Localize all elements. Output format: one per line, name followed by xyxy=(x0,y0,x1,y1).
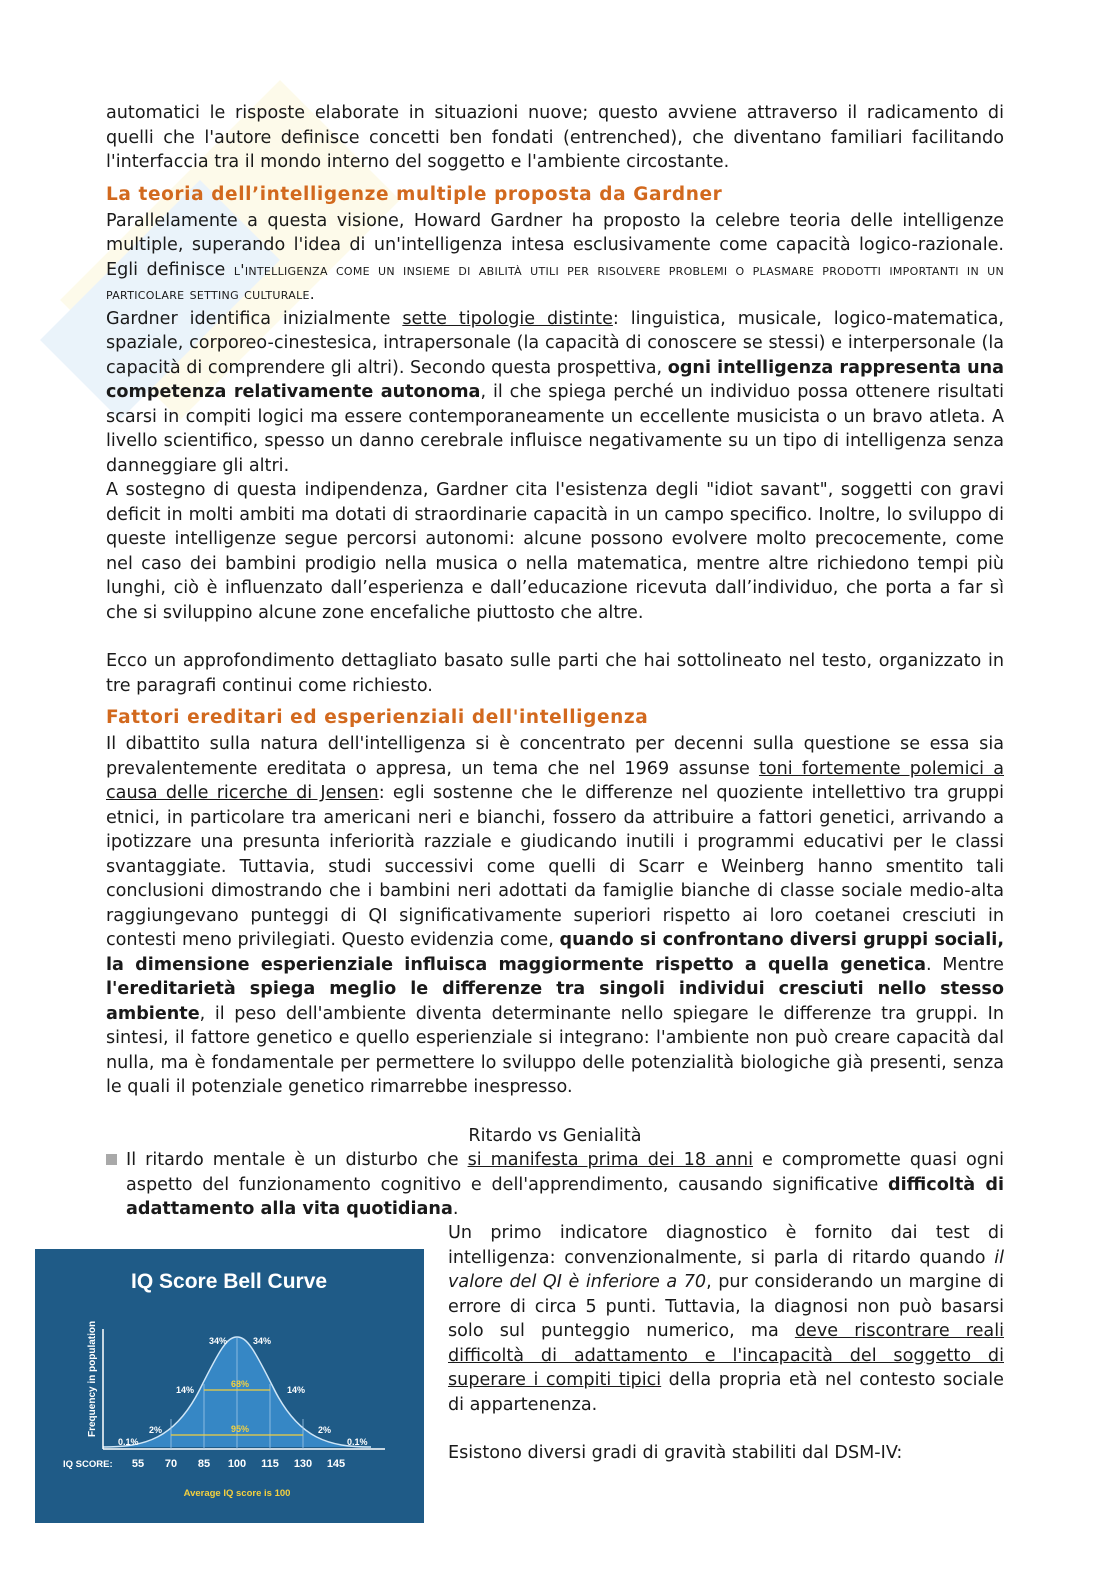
bold-autonomous-competence: ogni intelligenza rappresenta una competenza relativamente autonoma xyxy=(106,357,1005,402)
tick-115: 115 xyxy=(261,1458,279,1470)
page-body xyxy=(106,101,1004,1222)
tick-145: 145 xyxy=(326,1458,346,1470)
pct-right-34: 34% xyxy=(253,1336,272,1346)
heading-hereditary-factors: Fattori ereditari ed esperienziali dell'intelligenza xyxy=(106,707,649,728)
paragraph-gardner-definition: Parallelamente a questa visione, Howard Gardner ha proposto la celebre teoria delle intelligenze multiple, superando l'idea di un'intelligenza intesa esclusivamente come capacità logico-razionale. Egli definisce l'intelligenza come un insieme di abilità utili per risolvere problemi o plasmare prodotti importanti in un particolare setting culturale. xyxy=(106,210,1004,303)
pct-right-14: 14% xyxy=(287,1385,306,1395)
tick-55: 55 xyxy=(131,1458,145,1470)
paragraph-summary-note: Ecco un approfondimento dettagliato basato sulle parti che hai sottolineato nel testo, organizzato in tre paragrafi continui come richiesto. xyxy=(106,651,1004,696)
paragraph-gardner-types: Gardner identifica inizialmente sette tipologie distinte: linguistica, musicale, logico-matematica, spaziale, corporeo-cinestesica, intrapersonale (la capacità di conoscere se stessi) e interpersonale (la capacità di comprendere gli altri). Secondo questa prospettiva, ogni intelligenza rappresenta una competenza relativamente autonoma, il che spiega perché un individuo possa ottenere risultati scarsi in compiti logici ma essere contemporaneamente un eccellente musicista o un bravo atleta. A livello scientifico, spesso un danno cerebrale influisce negativamente su un tipo di intelligenza senza danneggiare gli altri. xyxy=(106,308,1005,476)
section-title-ritardo: Ritardo vs Genialità xyxy=(468,1125,642,1146)
figure-y-axis-label: Frequency in population xyxy=(87,1320,98,1437)
band-68-label: 68% xyxy=(231,1379,250,1389)
tick-100: 100 xyxy=(227,1458,247,1470)
iq-bell-curve-svg xyxy=(35,1249,424,1523)
underlined-real-difficulties: deve riscontrare reali difficoltà di adattamento e l'incapacità del soggetto di superare i compiti tipici xyxy=(448,1321,1004,1390)
figure-footer: Average IQ score is 100 xyxy=(183,1488,291,1499)
paragraph-dsm-levels: Esistono diversi gradi di gravità stabiliti dal DSM-IV: xyxy=(448,1443,903,1463)
underlined-seven-types: sette tipologie distinte xyxy=(402,308,613,329)
bold-adaptation-difficulty: difficoltà di adattamento alla vita quotidiana xyxy=(126,1174,1004,1219)
pct-left-14: 14% xyxy=(176,1385,195,1395)
italic-iq-below-70: il valore del QI è inferiore a 70 xyxy=(448,1247,1004,1292)
bold-heritability: l'ereditarietà spiega meglio le differenze tra singoli individui cresciuti nello stesso ambiente xyxy=(106,979,1004,1024)
side-text-column xyxy=(448,1221,1004,1466)
pct-left-2: 2% xyxy=(149,1425,163,1435)
underlined-jensen: toni fortemente polemici a causa delle ricerche di Jensen xyxy=(106,758,1004,803)
paragraph-diagnostic-indicator: Un primo indicatore diagnostico è fornito dai test di intelligenza: convenzionalmente, si parla di ritardo quando il valore del QI è inferiore a 70, pur considerando un margine di errore di circa 5 punti. Tuttavia, la diagnosi non può basarsi solo sul punteggio numerico, ma deve riscontrare reali difficoltà di adattamento e l'incapacità del soggetto di superare i compiti tipici della propria età nel contesto sociale di appartenenza. xyxy=(448,1223,1004,1415)
paragraph-idiot-savant: A sostegno di questa indipendenza, Gardner cita l'esistenza degli "idiot savant", soggetti con gravi deficit in molti ambiti ma dotati di straordinarie capacità in un campo specifico. Inoltre, lo sviluppo di queste intelligenze segue percorsi autonomi: alcune possono evolvere molto precocemente, come nel caso dei bambini prodigio nella musica o nella matematica, mentre altre richiedono tempi più lunghi, ciò è influenzato dall’esperienza e dall’educazione ricevuta dall’individuo, che porta a far sì che si sviluppino alcune zone encefaliche piuttosto che altre. xyxy=(106,480,1004,623)
pct-outer-left: 0.1% xyxy=(118,1437,139,1447)
paragraph-jensen-debate: Il dibattito sulla natura dell'intelligenza si è concentrato per decenni sulla questione se essa sia prevalentemente ereditata o appresa, un tema che nel 1969 assunse toni fortemente polemici a causa delle ricerche di Jensen: egli sostenne che le differenze nel quoziente intellettivo tra gruppi etnici, in particolare tra americani neri e bianchi, fossero da attribuire a fattori genetici, arrivando a ipotizzare una presunta inferiorità razziale e giudicando inutili i programmi educativi per le classi svantaggiate. Tuttavia, studi successivi come quelli di Scarr e Weinberg hanno smentito tali conclusioni dimostrando che i bambini neri adottati da famiglie bianche di classe sociale medio-alta raggiungevano punteggi di QI significativamente superiori rispetto ai loro coetanei cresciuti in contesti meno privilegiati. Questo evidenzia come, quando si confrontano diversi gruppi sociali, la dimensione esperienziale influisca maggiormente rispetto a quella genetica. Mentre l'ereditarietà spiega meglio le differenze tra singoli individui cresciuti nello stesso ambiente, il peso dell'ambiente diventa determinante nello spiegare le differenze tra gruppi. In sintesi, il fattore genetico e quello esperienziale si integrano: l'ambiente non può creare capacità dal nulla, ma è fondamentale per permettere lo sviluppo delle potenzialità biologiche già presenti, senza le quali il potenziale genetico rimarrebbe inespresso. xyxy=(106,734,1005,1097)
tick-70: 70 xyxy=(164,1458,178,1470)
definition-smallcaps: l'intelligenza come un insieme di abilità utili per risolvere problemi o plasmare prodotti importanti in un particolare setting culturale. xyxy=(106,260,1004,303)
tick-85: 85 xyxy=(197,1458,211,1470)
pct-left-34: 34% xyxy=(209,1336,228,1346)
tick-130: 130 xyxy=(293,1458,313,1470)
band-95-label: 95% xyxy=(231,1424,250,1434)
underlined-18-anni: si manifesta prima dei 18 anni xyxy=(467,1150,754,1170)
paragraph-intro: automatici le risposte elaborate in situazioni nuove; questo avviene attraverso il radicamento di quelli che l'autore definisce concetti ben fondati (entrenched), che diventano familiari facilitando l'interfaccia tra il mondo interno del soggetto e l'ambiente circostante. xyxy=(106,103,1004,172)
x-axis-label: IQ SCORE: xyxy=(63,1459,113,1470)
iq-bell-curve-figure xyxy=(35,1249,424,1523)
bold-experiential-dimension: quando si confrontano diversi gruppi sociali, la dimensione esperienziale influisca maggiormente rispetto a quella genetica xyxy=(106,930,1005,975)
heading-gardner: La teoria dell’intelligenze multiple proposta da Gardner xyxy=(106,183,723,205)
figure-title: IQ Score Bell Curve xyxy=(131,1270,328,1293)
bullet-item-ritardo: Il ritardo mentale è un disturbo che si manifesta prima dei 18 anni e compromette quasi ogni aspetto del funzionamento cognitivo e dell'apprendimento, causando significative difficoltà di adattamento alla vita quotidiana. xyxy=(106,1148,1004,1222)
pct-right-2: 2% xyxy=(318,1425,332,1435)
bullet-square-icon xyxy=(106,1154,117,1165)
pct-outer-right: 0.1% xyxy=(347,1437,368,1447)
